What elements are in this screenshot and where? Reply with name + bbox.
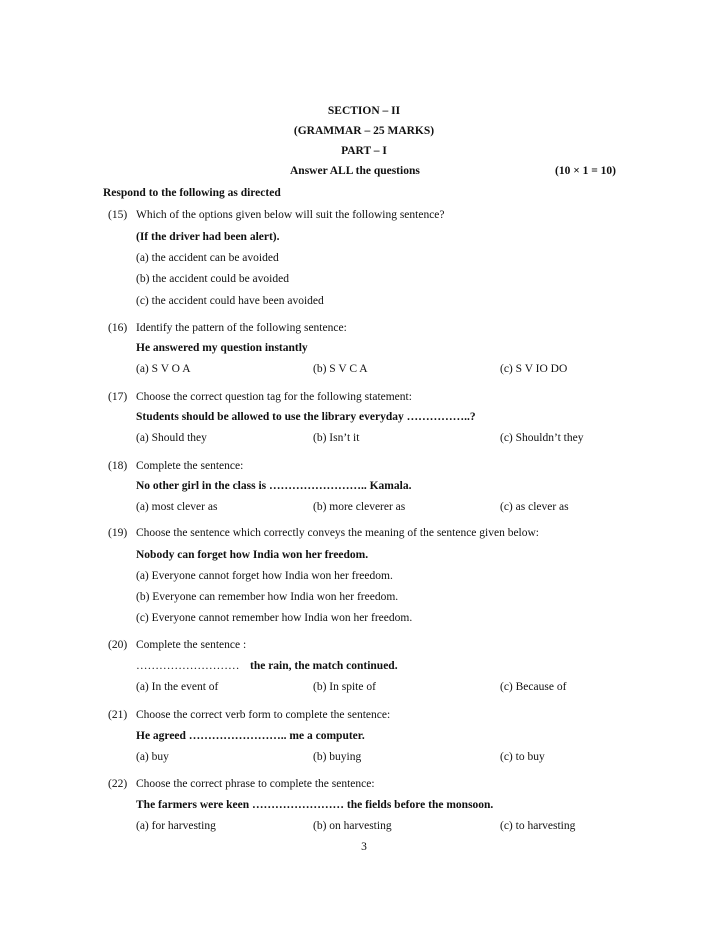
question-prompt: Complete the sentence: — [136, 460, 244, 472]
option-b: (b) Isn’t it — [313, 432, 360, 444]
option-c: (c) as clever as — [500, 501, 569, 513]
option-b: (b) S V C A — [313, 363, 368, 375]
question-prompt: Choose the correct verb form to complete the sentence: — [136, 709, 391, 721]
question-sentence: He answered my question instantly — [136, 342, 308, 354]
question-prompt: Identify the pattern of the following sentence: — [136, 322, 347, 334]
option-a: (a) most clever as — [136, 501, 218, 513]
option-b: (b) In spite of — [313, 681, 376, 693]
question-prompt: Choose the correct question tag for the following statement: — [136, 391, 412, 403]
option-a: (a) S V O A — [136, 363, 191, 375]
part-label: PART – I — [341, 145, 387, 157]
option-c: (c) Everyone cannot remember how India won her freedom. — [136, 612, 413, 624]
question-number: (16) — [108, 322, 128, 334]
option-c: (c) S V IO DO — [500, 363, 568, 375]
question-sentence: (If the driver had been alert). — [136, 231, 280, 243]
option-a: (a) buy — [136, 751, 169, 763]
option-a: (a) Should they — [136, 432, 207, 444]
question-prompt: Complete the sentence : — [136, 639, 247, 651]
section-subtitle: (GRAMMAR – 25 MARKS) — [293, 125, 435, 137]
question-prompt: Choose the sentence which correctly conveys the meaning of the sentence given below: — [136, 527, 539, 539]
question-number: (18) — [108, 460, 128, 472]
page-number: 3 — [361, 841, 367, 853]
option-b: (b) more cleverer as — [313, 501, 406, 513]
question-sentence: No other girl in the class is …………………….. Kamala. — [136, 480, 412, 492]
question-number: (22) — [108, 778, 128, 790]
option-b: (b) buying — [313, 751, 362, 763]
question-sentence: He agreed …………………….. me a computer. — [136, 730, 365, 742]
option-a: (a) In the event of — [136, 681, 219, 693]
question-number: (17) — [108, 391, 128, 403]
question-sentence: Nobody can forget how India won her freedom. — [136, 549, 369, 561]
question-number: (19) — [108, 527, 128, 539]
question-sentence: The farmers were keen …………………… the fields before the monsoon. — [136, 799, 494, 811]
option-b: (b) the accident could be avoided — [136, 273, 289, 285]
question-number: (15) — [108, 209, 128, 221]
option-c: (c) to buy — [500, 751, 545, 763]
option-c: (c) Shouldn’t they — [500, 432, 584, 444]
option-b: (b) on harvesting — [313, 820, 392, 832]
answer-blank: ……………………… — [136, 660, 240, 672]
option-b: (b) Everyone can remember how India won her freedom. — [136, 591, 399, 603]
instruction: Answer ALL the questions — [290, 165, 420, 177]
question-prompt: Choose the correct phrase to complete the sentence: — [136, 778, 375, 790]
option-a: (a) Everyone cannot forget how India won her freedom. — [136, 570, 393, 582]
question-prompt: Which of the options given below will suit the following sentence? — [136, 209, 445, 221]
option-c: (c) to harvesting — [500, 820, 576, 832]
section-title: SECTION – II — [327, 105, 401, 117]
option-c: (c) Because of — [500, 681, 567, 693]
question-sentence: the rain, the match continued. — [250, 660, 398, 672]
option-a: (a) for harvesting — [136, 820, 216, 832]
option-a: (a) the accident can be avoided — [136, 252, 279, 264]
question-sentence: Students should be allowed to use the library everyday ……………..? — [136, 411, 476, 423]
question-number: (20) — [108, 639, 128, 651]
question-number: (21) — [108, 709, 128, 721]
option-c: (c) the accident could have been avoided — [136, 295, 324, 307]
directive: Respond to the following as directed — [103, 187, 281, 199]
marks-allocation: (10 × 1 = 10) — [555, 165, 617, 177]
